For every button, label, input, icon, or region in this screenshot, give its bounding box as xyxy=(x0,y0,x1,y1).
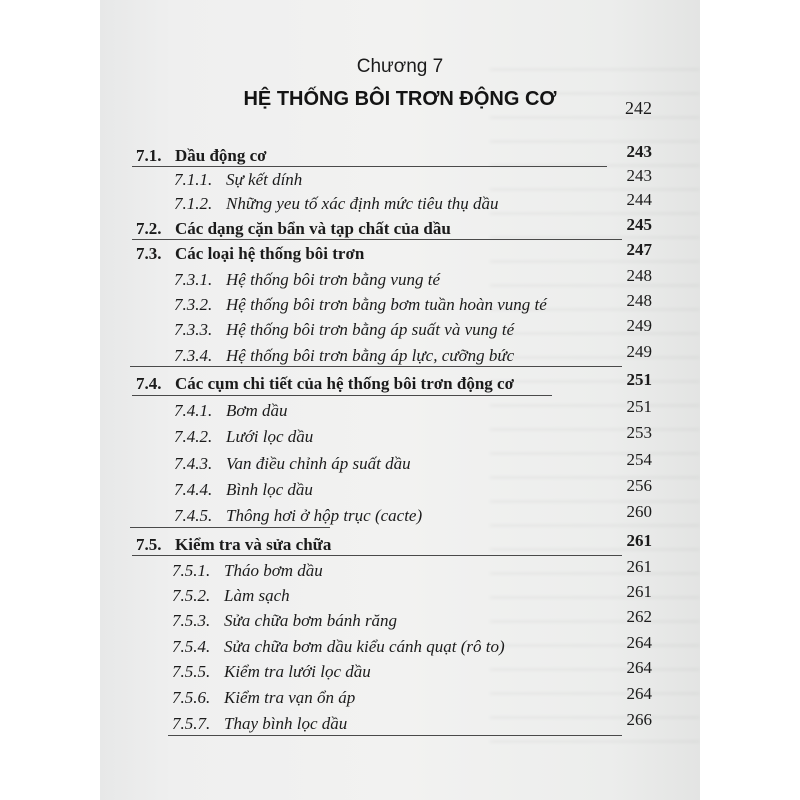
underline xyxy=(130,527,330,528)
underline xyxy=(132,166,607,167)
entry-number: 7.5. xyxy=(136,535,162,554)
entry-number: 7.5.3. xyxy=(172,611,211,630)
entry-number: 7.1.2. xyxy=(174,194,213,213)
entry-title: Hệ thống bôi trơn bằng vung té xyxy=(226,270,440,289)
book-page xyxy=(100,0,700,800)
entry-number: 7.4.2. xyxy=(174,427,213,446)
entry-title: Thông hơi ở hộp trục (cacte) xyxy=(226,506,423,525)
entry-title: Các dạng cặn bẩn và tạp chất của dầu xyxy=(175,219,451,238)
entry-number: 7.5.5. xyxy=(172,662,211,681)
entry-page: 249 xyxy=(626,342,652,361)
underline xyxy=(132,555,622,556)
entry-title: Sự kết dính xyxy=(226,170,303,189)
entry-page: 264 xyxy=(626,658,652,677)
entry-page: 248 xyxy=(626,291,652,310)
toc-entry-7-3-3 xyxy=(136,316,652,343)
entry-page: 243 xyxy=(626,142,652,161)
entry-title: Lưới lọc dầu xyxy=(226,427,314,446)
toc-entry-7-4-4 xyxy=(136,476,652,503)
entry-title: Hệ thống bôi trơn bằng áp suất và vung té xyxy=(226,320,515,339)
toc-entry-7-4-1 xyxy=(136,397,652,424)
entry-number: 7.2. xyxy=(136,219,162,238)
entry-number: 7.4. xyxy=(136,374,162,393)
entry-number: 7.5.7. xyxy=(172,714,211,733)
entry-number: 7.4.3. xyxy=(174,454,213,473)
entry-title: Hệ thống bôi trơn bằng áp lực, cưỡng bức xyxy=(226,346,515,365)
entry-page: 249 xyxy=(626,316,652,335)
toc-entry-7-3-2 xyxy=(136,291,652,318)
entry-title: Làm sạch xyxy=(224,586,290,605)
toc-entry-7-1-2 xyxy=(136,190,652,217)
entry-page: 254 xyxy=(626,450,652,469)
toc-entry-7-1-1 xyxy=(136,166,652,193)
entry-title: Kiểm tra vạn ổn áp xyxy=(224,688,356,707)
entry-page: 247 xyxy=(626,240,652,259)
toc-entry-7-4 xyxy=(136,370,652,397)
entry-title: Bơm dầu xyxy=(226,401,288,420)
entry-title: Những yeu tố xác định mức tiêu thụ dầu xyxy=(226,194,499,213)
entry-number: 7.4.5. xyxy=(174,506,213,525)
underline xyxy=(168,735,622,736)
entry-title: Hệ thống bôi trơn bằng bơm tuần hoàn vung té xyxy=(226,295,547,314)
entry-title: Dầu động cơ xyxy=(175,146,267,165)
entry-page: 245 xyxy=(626,215,652,234)
entry-title: Sửa chữa bơm dầu kiểu cánh quạt (rô to) xyxy=(224,637,505,656)
entry-page: 256 xyxy=(626,476,652,495)
toc-entry-7-5-4 xyxy=(136,633,652,660)
entry-title: Sửa chữa bơm bánh răng xyxy=(224,611,398,630)
entry-number: 7.1.1. xyxy=(174,170,213,189)
entry-number: 7.3.4. xyxy=(174,346,213,365)
chapter-title: HỆ THỐNG BÔI TRƠN ĐỘNG CƠ xyxy=(243,88,557,110)
table-of-contents xyxy=(100,0,700,800)
toc-entry-7-5-7 xyxy=(136,710,652,737)
underline xyxy=(130,366,622,367)
entry-number: 7.4.1. xyxy=(174,401,213,420)
entry-title: Các loại hệ thống bôi trơn xyxy=(175,244,365,263)
entry-title: Bình lọc dầu xyxy=(226,480,313,499)
toc-entry-7-4-2 xyxy=(136,423,652,450)
entry-title: Kiểm tra lưới lọc dầu xyxy=(224,662,371,681)
entry-page: 261 xyxy=(626,582,652,601)
entry-title: Kiểm tra và sửa chữa xyxy=(175,535,332,554)
chapter-page-number: 242 xyxy=(625,98,652,118)
entry-page: 253 xyxy=(626,423,652,442)
entry-page: 261 xyxy=(626,557,652,576)
toc-entry-7-5-6 xyxy=(136,684,652,711)
entry-page: 261 xyxy=(626,531,652,550)
entry-title: Van điều chỉnh áp suất dầu xyxy=(226,454,411,473)
toc-entry-7-5-2 xyxy=(136,582,652,609)
entry-page: 264 xyxy=(626,684,652,703)
chapter-heading: Chương 7 xyxy=(356,56,444,77)
toc-entry-7-3-1 xyxy=(136,266,652,293)
entry-page: 251 xyxy=(626,370,652,389)
toc-entry-7-5-1 xyxy=(136,557,652,584)
toc-entry-7-5-5 xyxy=(136,658,652,685)
entry-title: Các cụm chi tiết của hệ thống bôi trơn động cơ xyxy=(175,374,514,393)
entry-page: 251 xyxy=(626,397,652,416)
toc-entry-7-3 xyxy=(136,240,652,267)
entry-page: 266 xyxy=(626,710,652,729)
entry-page: 244 xyxy=(626,190,652,209)
toc-entry-7-5-3 xyxy=(136,607,652,634)
entry-title: Thay bình lọc dầu xyxy=(224,714,348,733)
entry-number: 7.5.4. xyxy=(172,637,211,656)
entry-number: 7.4.4. xyxy=(174,480,213,499)
toc-entry-7-4-3 xyxy=(136,450,652,477)
entry-number: 7.3.3. xyxy=(174,320,213,339)
entry-number: 7.1. xyxy=(136,146,162,165)
entry-number: 7.3.2. xyxy=(174,295,213,314)
entry-page: 248 xyxy=(626,266,652,285)
underline xyxy=(132,395,552,396)
entry-page: 260 xyxy=(626,502,652,521)
entry-number: 7.5.6. xyxy=(172,688,211,707)
entry-title: Tháo bơm dầu xyxy=(224,561,323,580)
toc-entry-7-4-5 xyxy=(136,502,652,529)
entry-page: 264 xyxy=(626,633,652,652)
entry-number: 7.3.1. xyxy=(174,270,213,289)
underline xyxy=(132,239,622,240)
entry-page: 243 xyxy=(626,166,652,185)
entry-number: 7.3. xyxy=(136,244,162,263)
entry-page: 262 xyxy=(626,607,652,626)
entry-number: 7.5.2. xyxy=(172,586,211,605)
entry-number: 7.5.1. xyxy=(172,561,211,580)
